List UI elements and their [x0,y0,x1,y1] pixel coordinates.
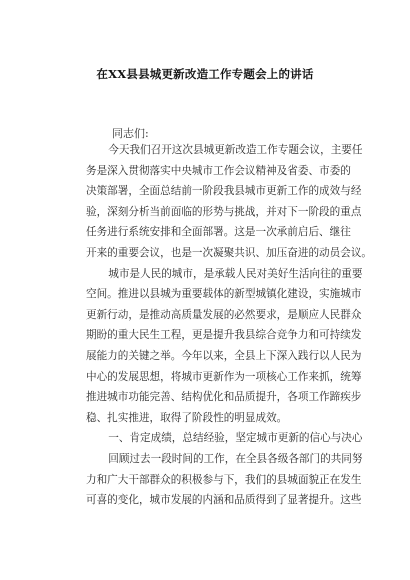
paragraph-line: 务是深入贯彻落实中央城市工作会议精神及省委、市委的 [86,164,351,177]
paragraph-line: 空间。推进以县城为重要载体的新型城镇化建设，实施城市 [86,288,362,301]
paragraph-line: 回顾过去一段时间的工作，在全县各级各部门的共同努 [108,452,363,465]
paragraph-line: 更新行动，是推动高质量发展的必然要求，是顺应人民群众 [86,308,362,321]
paragraph-line: 展能力的关键之举。今年以来，全县上下深入践行以人民为 [86,349,362,362]
paragraph-line: 力和广大干部群众的积极参与下，我们的县城面貌正在发生 [86,473,362,486]
paragraph-line: 任务进行系统安排和全面部署。这是一次承前启后、继往 [86,226,351,239]
paragraph-line: 可喜的变化，城市发展的内涵和品质得到了显著提升。这些 [86,494,362,507]
paragraph-line: 验，深刻分析当前面临的形势与挑战，并对下一阶段的重点 [86,205,362,218]
paragraph-line: 稳、扎实推进，取得了阶段性的明显成效。 [86,411,288,424]
paragraph-line: 期盼的重大民生工程，更是提升我县综合竞争力和可持续发 [86,329,362,342]
salutation: 同志们: [112,127,149,140]
paragraph-line: 推进城市功能完善、结构优化和品质提升，各项工作蹄疾步 [86,391,362,404]
document-title: 在XX县县城更新改造工作专题会上的讲话 [96,67,314,81]
paragraph [86,264,363,429]
paragraph [86,140,373,264]
document-body [86,140,373,511]
paragraph-line: 开来的重要会议，也是一次凝聚共识、加压奋进的动员会议。 [86,246,373,259]
paragraph [86,449,363,511]
paragraph-line: 决策部署，全面总结前一阶段我县城市更新工作的成效与经 [86,185,362,198]
paragraph-line: 一、肯定成绩，总结经验，坚定城市更新的信心与决心 [108,432,363,445]
paragraph-line: 今天我们召开这次县城更新改造工作专题会议，主要任 [108,144,363,156]
paragraph-line: 城市是人民的城市，是承载人民对美好生活向往的重要 [108,267,363,280]
paragraph [86,428,363,449]
paragraph-line: 中心的发展思想，将城市更新作为一项核心工作来抓，统筹 [86,370,362,383]
